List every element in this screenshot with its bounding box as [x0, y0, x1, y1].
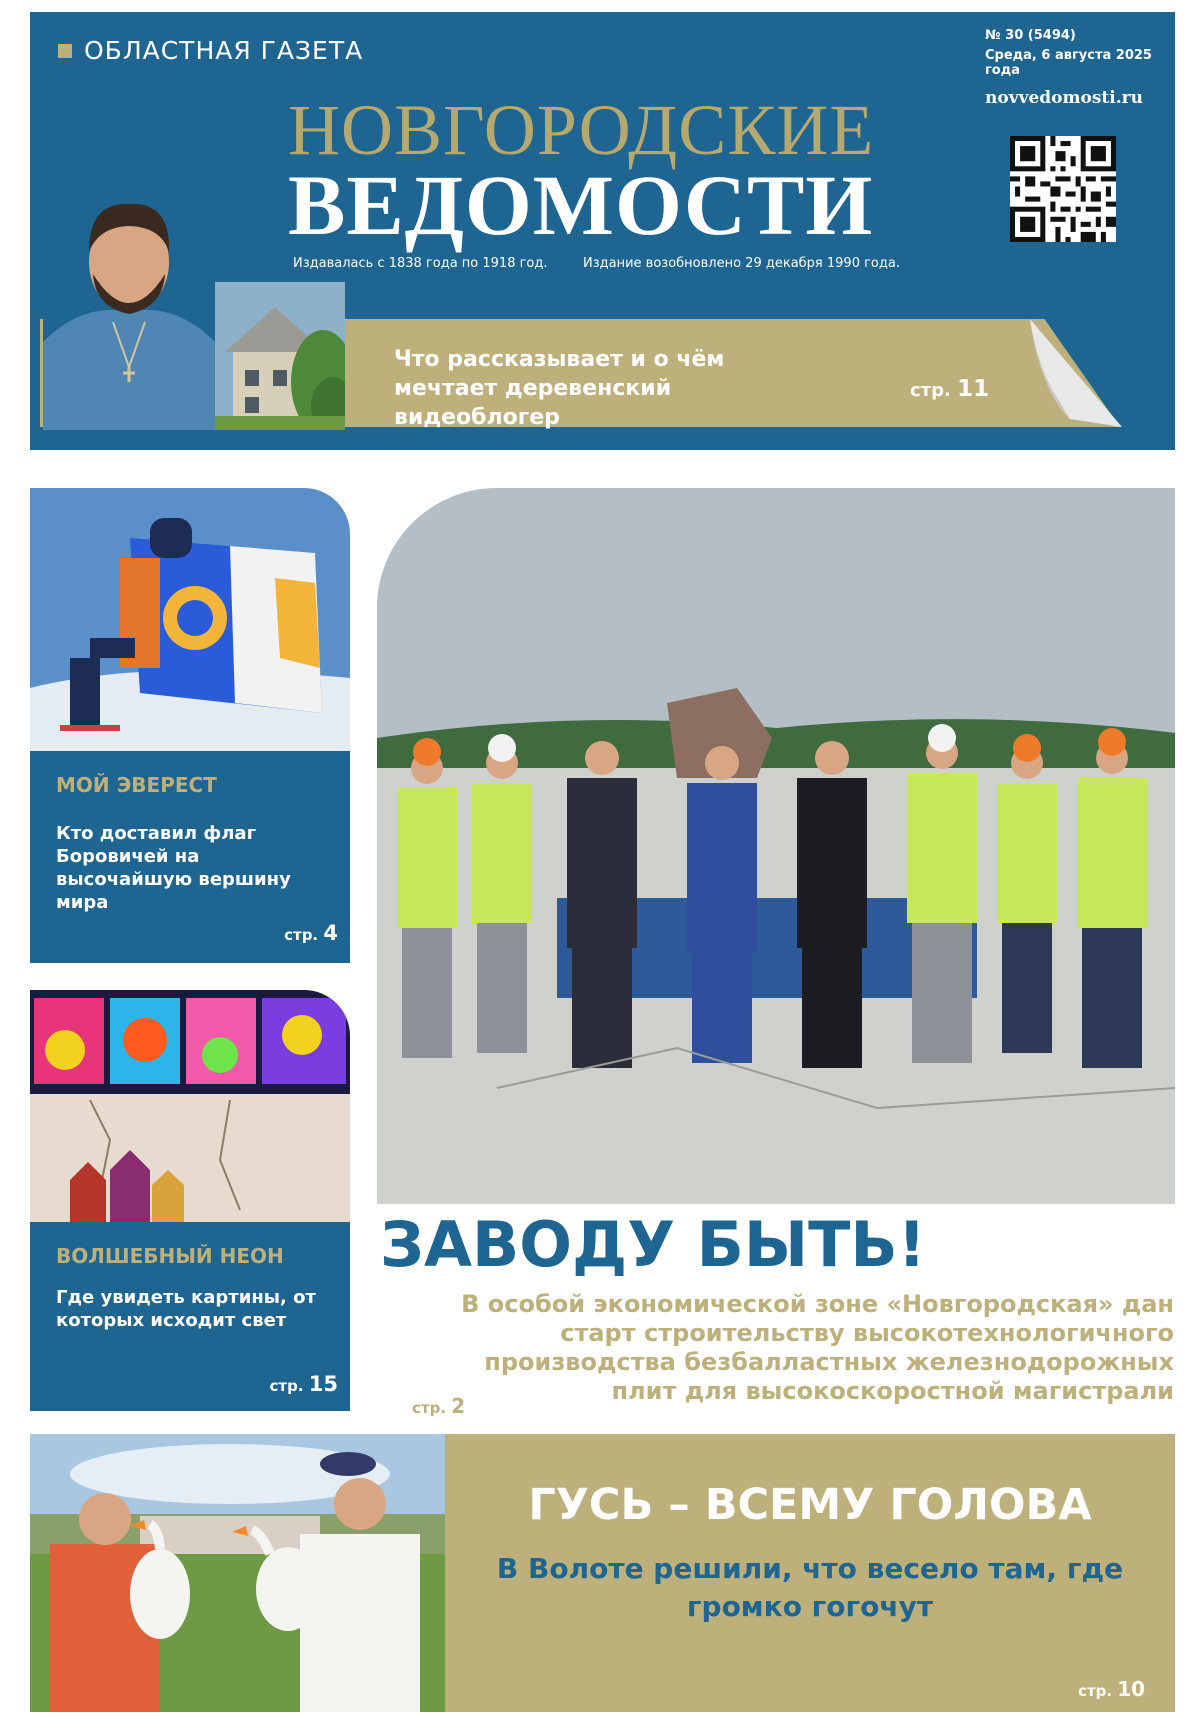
goose-headline[interactable]: ГУСЬ – ВСЕМУ ГОЛОВА: [528, 1480, 1092, 1530]
neon-rubric: ВОЛШЕБНЫЙ НЕОН: [56, 1244, 284, 1268]
publication-history: Издавалась с 1838 года по 1918 год.: [293, 256, 548, 271]
village-house-photo: [215, 282, 345, 430]
main-headline[interactable]: ЗАВОДУ БЫТЬ!: [380, 1208, 926, 1281]
section-label: [58, 36, 363, 65]
page-number: 10: [1117, 1677, 1146, 1701]
page-number: 2: [451, 1394, 466, 1418]
everest-rubric: МОЙ ЭВЕРЕСТ: [56, 773, 217, 797]
main-story-photo[interactable]: [377, 488, 1175, 1204]
newspaper-title-line-2: ВЕДОМОСТИ: [288, 157, 874, 253]
goose-page-ref[interactable]: [1078, 1677, 1145, 1701]
newspaper-title-line-1: НОВГОРОДСКИЕ: [288, 90, 875, 170]
teaser-text[interactable]: Что рассказывает и о чём мечтает деревенский видеоблогер: [394, 347, 725, 430]
page-number: 15: [308, 1372, 338, 1396]
teaser-page-ref[interactable]: [910, 376, 989, 402]
publication-revival: Издание возобновлено 29 декабря 1990 года.: [583, 256, 900, 271]
qr-code-icon[interactable]: [1010, 136, 1116, 242]
everest-page-ref: [284, 921, 338, 945]
section-label-text: ОБЛАСТНАЯ ГАЗЕТА: [84, 36, 364, 65]
everest-photo[interactable]: [30, 488, 350, 751]
page-prefix: стр.: [284, 926, 319, 944]
everest-story[interactable]: [30, 751, 350, 963]
videoblogger-photo: [43, 182, 215, 430]
masthead: [30, 12, 1175, 450]
page-prefix: стр.: [910, 380, 951, 401]
issue-date: Среда, 6 августа 2025 года: [985, 48, 1152, 78]
site-link[interactable]: novvedomosti.ru: [985, 88, 1143, 108]
page-number: 4: [323, 921, 338, 945]
goose-subhead: В Волоте решили, что весело там, где громко гогочут: [496, 1552, 1124, 1623]
page-prefix: стр.: [1078, 1682, 1113, 1700]
neon-story[interactable]: [30, 1222, 350, 1411]
issue-number: № 30 (5494): [985, 28, 1076, 43]
everest-lead: Кто доставил флаг Боровичей на высочайшую вершину мира: [56, 823, 291, 913]
main-subhead: В особой экономической зоне «Новгородская» дан старт строительству высокотехнологичного производства безбалластных железнодорожных плит для высокоскоростной магистрали: [461, 1290, 1174, 1405]
neon-page-ref: [270, 1372, 339, 1396]
page-prefix: стр.: [412, 1399, 447, 1417]
goose-festival-photo[interactable]: [30, 1434, 445, 1712]
page-number: 11: [957, 376, 990, 402]
neon-lead: Где увидеть картины, от которых исходит свет: [56, 1287, 316, 1331]
page-prefix: стр.: [269, 1377, 304, 1395]
page-curl-icon: [1030, 319, 1122, 427]
main-page-ref[interactable]: [412, 1394, 465, 1418]
neon-art-photo[interactable]: [30, 990, 350, 1222]
square-bullet-icon: [58, 44, 72, 58]
